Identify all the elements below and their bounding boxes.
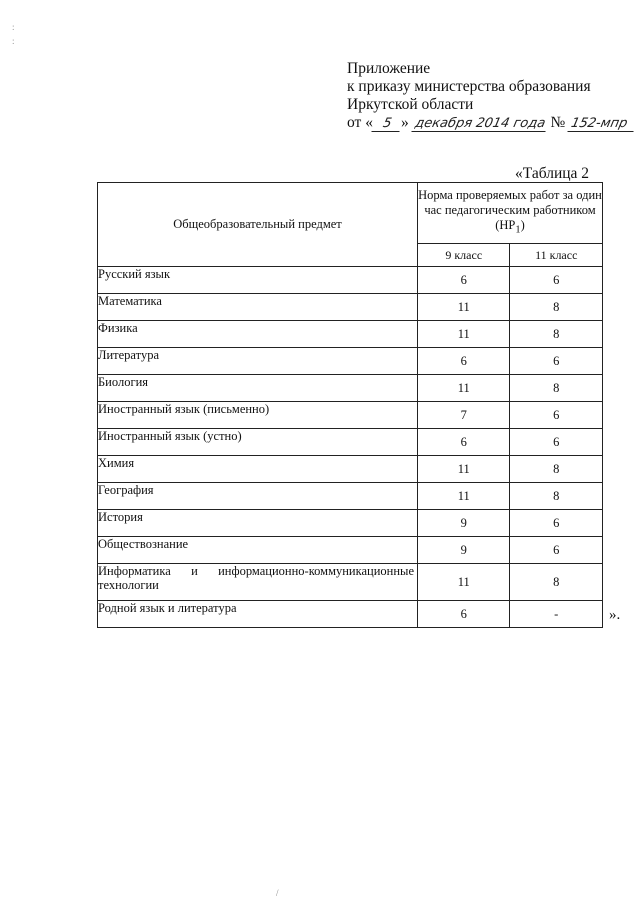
subject-cell: Иностранный язык (устно) (98, 429, 418, 456)
handwritten-order-number: 152-мпр (568, 117, 637, 132)
appendix-title: Приложение (347, 60, 431, 77)
subject-cell: Литература (98, 348, 418, 375)
subject-column-header: Общеобразовательный предмет (98, 183, 418, 267)
grade-11-value: - (510, 601, 603, 628)
grade-9-value: 7 (418, 402, 510, 429)
subject-cell: История (98, 510, 418, 537)
subject-cell: География (98, 483, 418, 510)
subject-cell: Химия (98, 456, 418, 483)
subject-cell: Математика (98, 294, 418, 321)
norms-table (97, 182, 603, 628)
grade-11-value: 6 (510, 267, 603, 294)
grade-9-value: 11 (418, 456, 510, 483)
norm-header-end: ) (520, 218, 525, 233)
table-row (98, 564, 603, 601)
number-prefix: № (550, 114, 566, 131)
scan-artifact: : (12, 36, 15, 46)
scan-artifact: : (12, 22, 15, 32)
norm-column-header (418, 183, 603, 244)
subject-cell: Родной язык и литература (98, 601, 418, 628)
date-separator: » (400, 114, 409, 131)
grade-11-value: 6 (510, 537, 603, 564)
grade-9-value: 11 (418, 321, 510, 348)
table-row (98, 601, 603, 628)
grade-9-value: 11 (418, 375, 510, 402)
region-name: Иркутской области (347, 96, 474, 113)
table-row (98, 537, 603, 564)
table-row (98, 375, 603, 402)
norm-header-subscript: 1 (515, 224, 521, 236)
subject-cell: Иностранный язык (письменно) (98, 402, 418, 429)
subject-cell: Русский язык (98, 267, 418, 294)
grade-11-value: 6 (510, 429, 603, 456)
grade-9-header: 9 класс (418, 244, 510, 267)
grade-11-value: 6 (510, 348, 603, 375)
grade-11-value: 6 (510, 402, 603, 429)
table-row (98, 267, 603, 294)
subject-cell: Обществознание (98, 537, 418, 564)
table-caption: «Таблица 2 (515, 165, 590, 182)
table-row (98, 294, 603, 321)
appendix-header (347, 60, 635, 132)
subject-cell: Биология (98, 375, 418, 402)
grade-11-value: 6 (510, 510, 603, 537)
handwritten-month-year: декабря 2014 года (411, 117, 548, 132)
table-row (98, 456, 603, 483)
table-row (98, 321, 603, 348)
table-row (98, 483, 603, 510)
grade-11-value: 8 (510, 321, 603, 348)
grade-11-value: 8 (510, 483, 603, 510)
norm-header-text: Норма проверяемых работ за один час педагогическим работником (НР (418, 188, 602, 233)
scan-artifact: / (276, 888, 279, 898)
handwritten-day: 5 (371, 117, 402, 132)
table-row (98, 510, 603, 537)
date-prefix: от « (347, 114, 373, 131)
grade-11-value: 8 (510, 294, 603, 321)
grade-11-value: 8 (510, 456, 603, 483)
table-row (98, 348, 603, 375)
subject-cell: Информатика и информационно-коммуникационные технологии (98, 564, 418, 601)
subject-cell: Физика (98, 321, 418, 348)
grade-9-value: 11 (418, 564, 510, 601)
grade-9-value: 6 (418, 601, 510, 628)
grade-11-value: 8 (510, 375, 603, 402)
order-date-line (347, 114, 635, 132)
grade-9-value: 6 (418, 267, 510, 294)
order-reference: к приказу министерства образования (347, 78, 591, 95)
grade-9-value: 6 (418, 348, 510, 375)
grade-11-header: 11 класс (510, 244, 603, 267)
grade-9-value: 6 (418, 429, 510, 456)
grade-9-value: 9 (418, 510, 510, 537)
grade-9-value: 11 (418, 483, 510, 510)
table-row (98, 402, 603, 429)
grade-9-value: 9 (418, 537, 510, 564)
grade-11-value: 8 (510, 564, 603, 601)
closing-quote: ». (609, 607, 621, 623)
table-row (98, 429, 603, 456)
grade-9-value: 11 (418, 294, 510, 321)
